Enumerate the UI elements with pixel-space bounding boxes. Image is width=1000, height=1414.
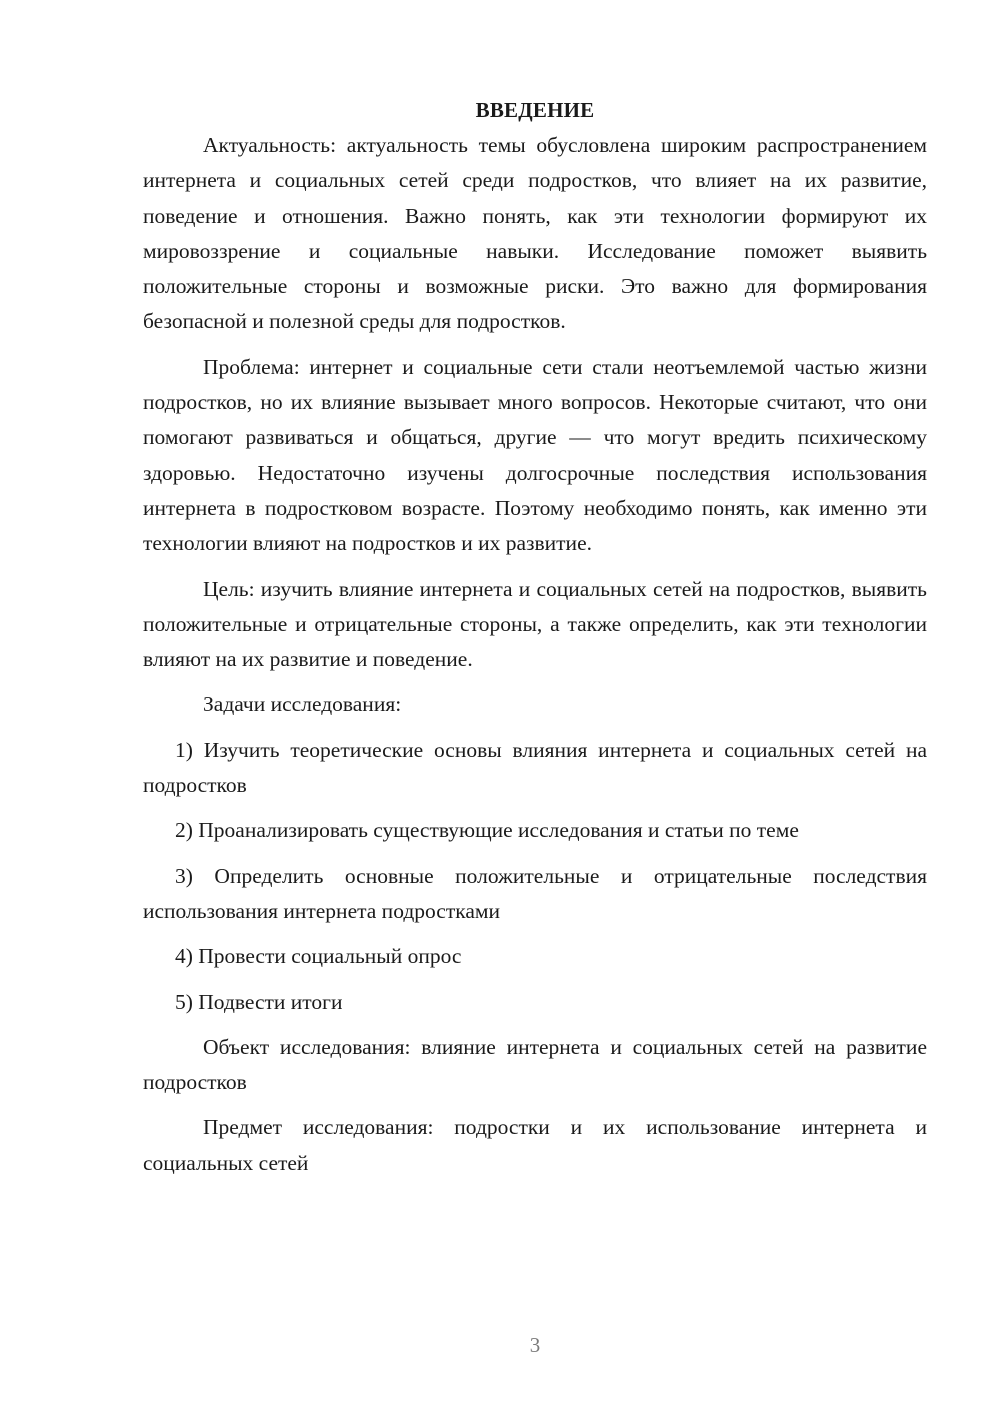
subject-paragraph: Предмет исследования: подростки и их использование интернета и социальных сетей xyxy=(143,1115,927,1175)
section-heading: ВВЕДЕНИЕ xyxy=(475,98,595,122)
tasks-list xyxy=(143,733,927,1020)
page-number: 3 xyxy=(529,1333,541,1357)
task-item: 4) Провести социальный опрос xyxy=(175,944,462,969)
tasks-title: Задачи исследования: xyxy=(203,692,402,717)
relevance-paragraph: Актуальность: актуальность темы обусловлена широким распространением интернета и социальных сетей среди подростков, что влияет на их развитие, поведение и отношения. Важно понять, как эти технологии формируют их мировоззрение и социальные навыки. Исследование поможет выявить положительные стороны и возможные риски. Это важно для формирования безопасной и полезной среды для подростков. xyxy=(143,133,927,334)
problem-paragraph: Проблема: интернет и социальные сети стали неотъемлемой частью жизни подростков, но их влияние вызывает много вопросов. Некоторые считают, что они помогают развиваться и общаться, другие — что могут вредить психическому здоровью. Недостаточно изучены долгосрочные последствия использования интернета в подростковом возрасте. Поэтому необходимо понять, как именно эти технологии влияют на подростков и их развитие. xyxy=(143,354,927,556)
task-item: 3) Определить основные положительные и отрицательные последствия использования интернета подростками xyxy=(143,863,927,923)
task-item: 2) Проанализировать существующие исследования и статьи по теме xyxy=(175,818,799,843)
task-item: 5) Подвести итоги xyxy=(175,989,343,1014)
task-item: 1) Изучить теоретические основы влияния интернета и социальных сетей на подростков xyxy=(143,737,927,798)
goal-paragraph: Цель: изучить влияние интернета и социальных сетей на подростков, выявить положительные и отрицательные стороны, а также определить, как эти технологии влияют на их развитие и поведение. xyxy=(143,576,927,672)
document-page xyxy=(143,93,927,1191)
object-paragraph: Объект исследования: влияние интернета и социальных сетей на развитие подростков xyxy=(143,1034,927,1095)
